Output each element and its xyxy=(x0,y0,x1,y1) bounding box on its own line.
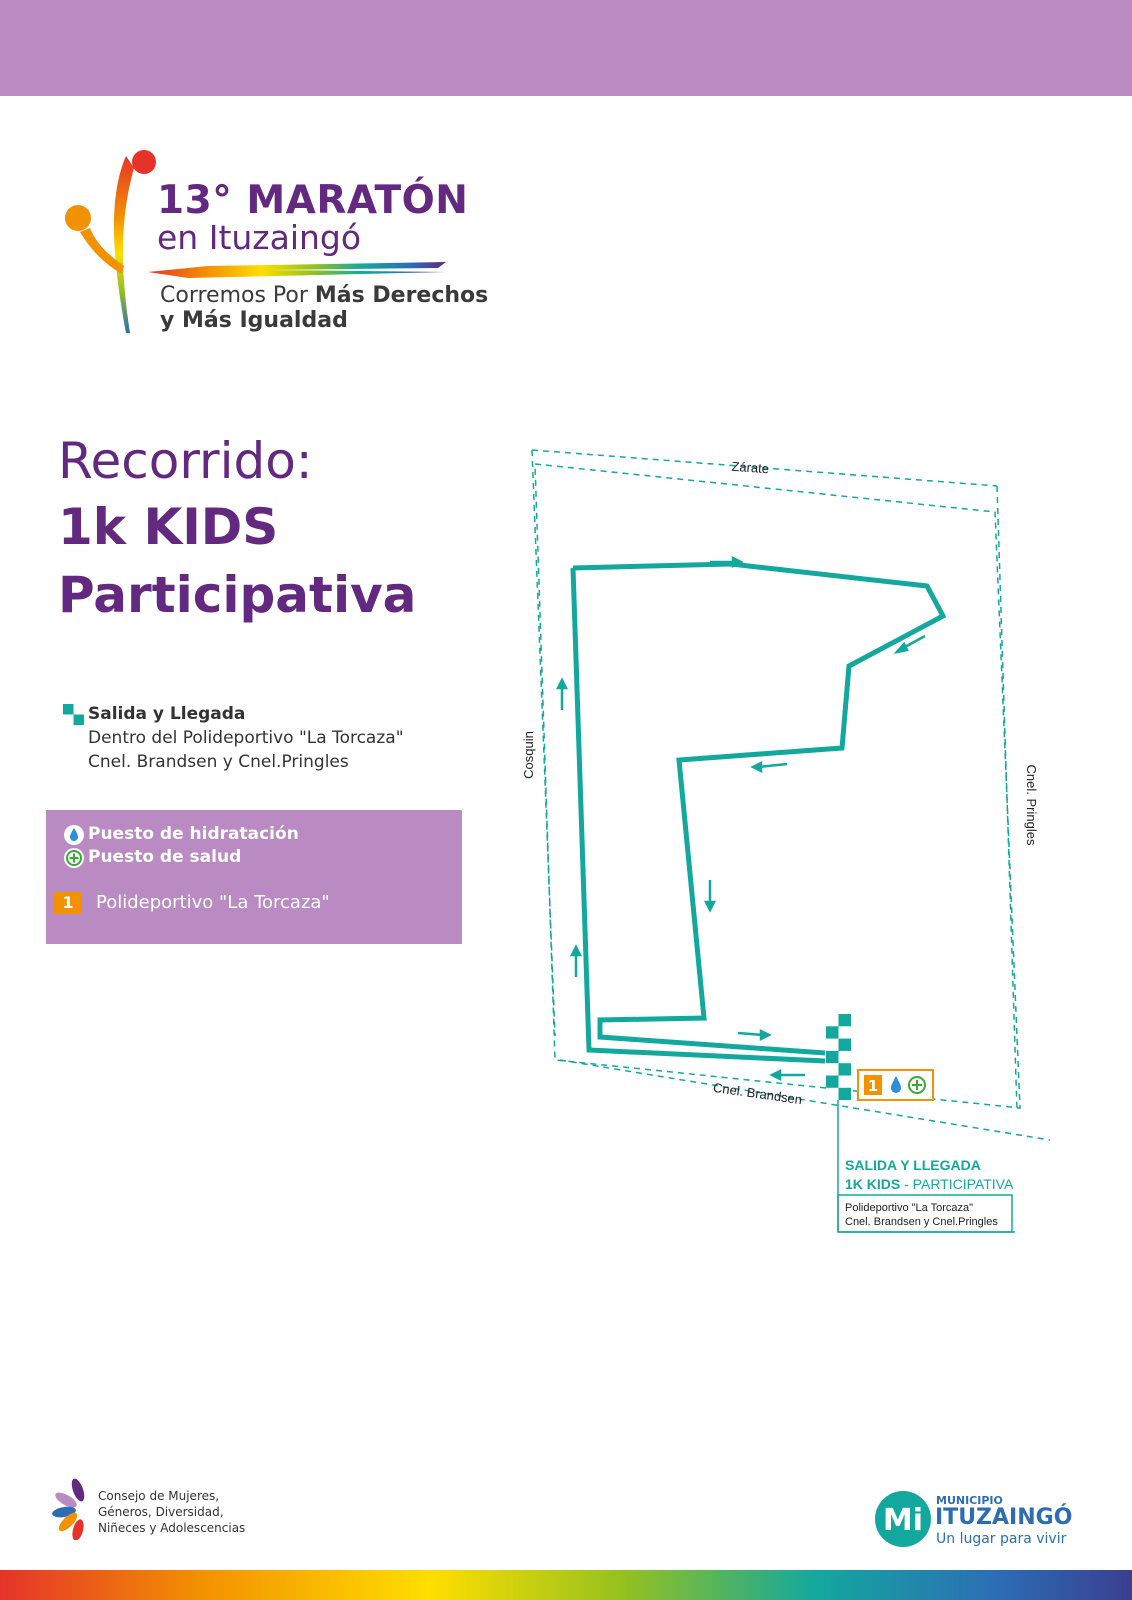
municipio-label: MUNICIPIO xyxy=(936,1494,1003,1507)
legend-box xyxy=(46,810,462,944)
callout-sub-a: 1K KIDS xyxy=(845,1176,901,1192)
station-number: 1 xyxy=(867,1077,879,1095)
callout-address: Cnel. Brandsen y Cnel.Pringles xyxy=(845,1216,998,1228)
water-drop-icon xyxy=(64,825,84,845)
checkered-flag-icon xyxy=(63,704,84,725)
start-legend-line2: Cnel. Brandsen y Cnel.Pringles xyxy=(88,752,349,772)
street-label-north: Zárate xyxy=(731,458,770,477)
route-name-line2: Participativa xyxy=(58,566,417,624)
rainbow-brush-stroke xyxy=(148,260,446,282)
city-name: ITUZAINGÓ xyxy=(935,1505,1073,1530)
callout-place: Polideportivo "La Torcaza" xyxy=(845,1202,974,1214)
street-label-west: Cosquin xyxy=(521,731,536,779)
legend-health-label: Puesto de salud xyxy=(88,847,242,867)
checkered-start-flag xyxy=(826,1014,851,1100)
route-line xyxy=(573,564,943,1053)
slogan-part-b: Más Derechos xyxy=(314,283,489,308)
top-band xyxy=(0,0,1132,96)
slogan-part-a: Corremos Por xyxy=(160,283,315,308)
start-legend-title: Salida y Llegada xyxy=(88,704,246,724)
marathon-subtitle: en Ituzaingó xyxy=(157,218,362,257)
slogan-line2: y Más Igualdad xyxy=(160,308,348,333)
runner-logo-icon xyxy=(60,148,170,343)
council-flower-logo xyxy=(52,1478,94,1540)
council-name xyxy=(98,1488,245,1536)
callout-sub-b: - PARTICIPATIVA xyxy=(900,1176,1014,1192)
callout-subtitle xyxy=(845,1176,1014,1192)
route-map xyxy=(495,420,1095,1260)
place-number-badge: 1 xyxy=(54,892,82,914)
rainbow-bottom-band xyxy=(0,1570,1132,1600)
marathon-title: 13° MARATÓN xyxy=(157,178,469,223)
council-line3: Niñeces y Adolescencias xyxy=(98,1521,246,1535)
council-line1: Consejo de Mujeres, xyxy=(98,1489,220,1503)
svg-text:Mi: Mi xyxy=(882,1503,924,1538)
route-heading: Recorrido: xyxy=(58,432,313,490)
place-label: Polideportivo "La Torcaza" xyxy=(96,892,330,913)
legend-hydration-label: Puesto de hidratación xyxy=(88,824,299,844)
direction-arrows xyxy=(558,558,925,1079)
start-legend-line1: Dentro del Polideportivo "La Torcaza" xyxy=(88,728,404,748)
health-cross-icon xyxy=(64,848,84,868)
route-name-line1: 1k KIDS xyxy=(58,498,279,556)
station-marker xyxy=(858,1070,933,1100)
slogan xyxy=(160,283,488,333)
callout-title: SALIDA Y LLEGADA xyxy=(845,1157,981,1173)
street-label-south: Cnel. Brandsen xyxy=(712,1079,804,1108)
street-label-east: Cnel. Pringles xyxy=(1024,764,1039,846)
council-line2: Géneros, Diversidad, xyxy=(98,1505,224,1519)
municipio-mi-logo xyxy=(874,1490,932,1548)
city-slogan: Un lugar para vivir xyxy=(936,1531,1067,1547)
